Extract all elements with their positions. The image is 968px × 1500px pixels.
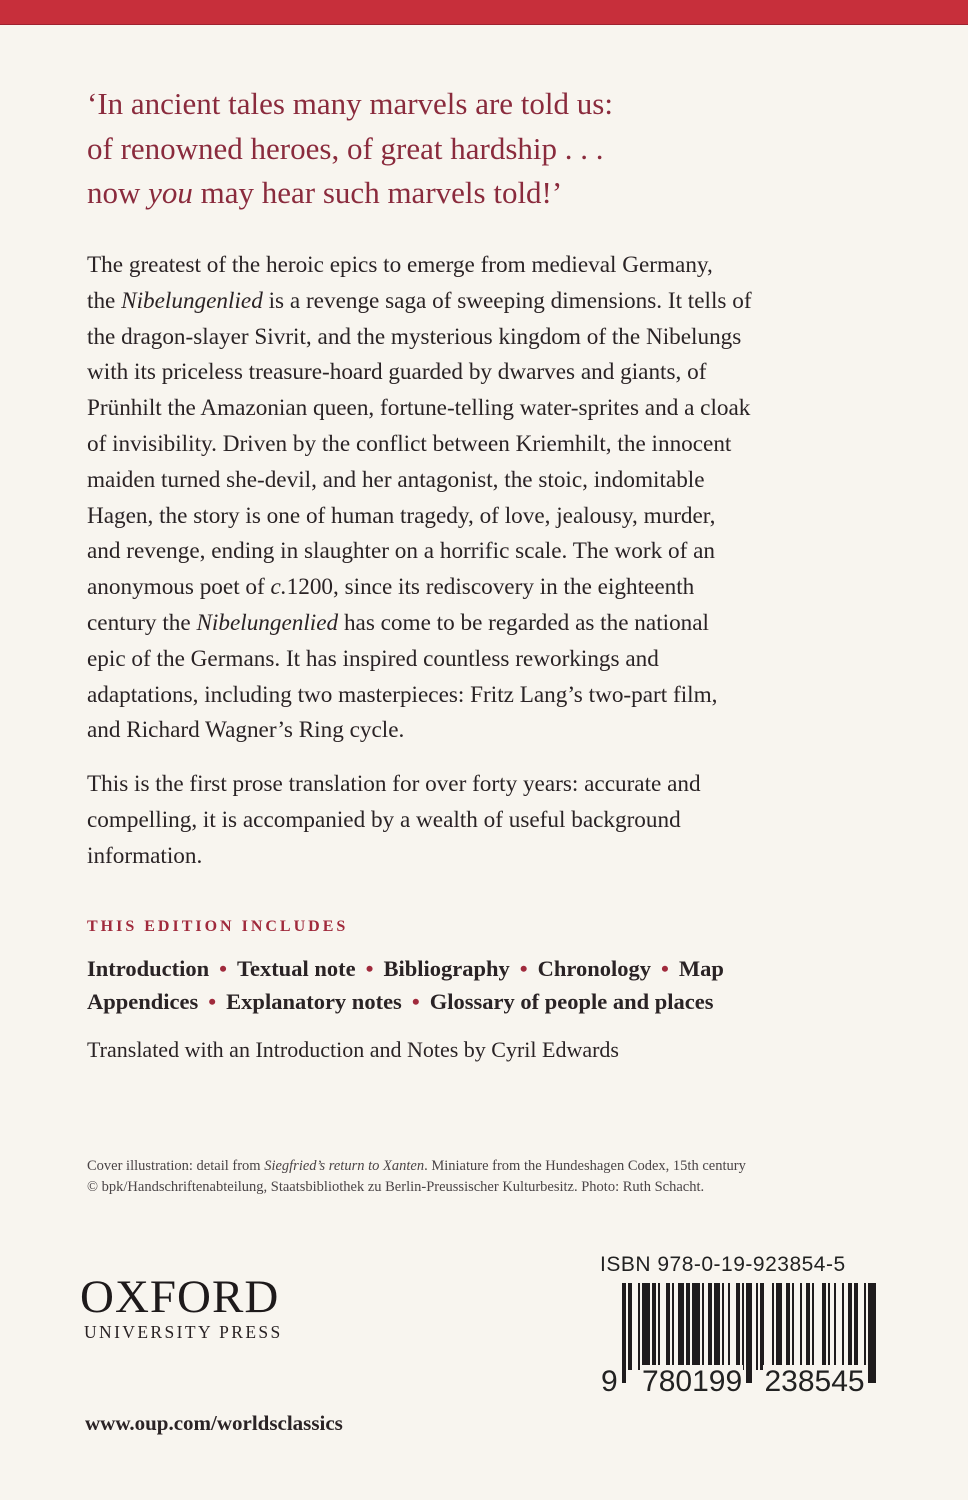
edition-includes-list [87, 952, 724, 1018]
barcode-bar [652, 1283, 656, 1370]
barcode-bar [848, 1283, 852, 1370]
text-line [87, 284, 947, 320]
text-segment: compelling, it is accompanied by a wealth of useful background [87, 806, 681, 833]
bullet-icon: • [661, 956, 669, 981]
text-line [87, 248, 947, 284]
text-segment: may hear such marvels told!’ [192, 175, 563, 210]
text-segment: century the [87, 609, 197, 636]
text-segment: information. [87, 842, 203, 869]
text-segment: The greatest of the heroic epics to emerge from medieval Germany, [87, 252, 713, 278]
barcode-bar [864, 1283, 866, 1370]
text-segment: Hagen, the story is one of human tragedy, of love, jealousy, murder, [87, 502, 716, 529]
publisher-url: www.oup.com/worldsclassics [85, 1411, 343, 1435]
ean-digits [600, 1365, 866, 1399]
barcode-bar [742, 1283, 744, 1370]
barcode-bar [786, 1283, 790, 1370]
barcode-bar [692, 1283, 700, 1370]
barcode-bar [628, 1283, 632, 1370]
text-line [87, 320, 947, 356]
includes-row [87, 952, 724, 985]
text-segment: This is the first prose translation for over forty years: accurate and [87, 771, 701, 797]
text-segment: of invisibility. Driven by the conflict between Kriemhilt, the innocent [87, 430, 732, 457]
text-segment: adaptations, including two masterpieces: Fritz Lang’s two-part film, [87, 681, 718, 708]
text-line [87, 127, 613, 172]
text-segment: has come to be regarded as the national [338, 609, 709, 636]
includes-item: Explanatory notes [226, 989, 402, 1014]
description-paragraph [87, 248, 947, 749]
text-segment: epic of the Germans. It has inspired countless reworkings and [87, 645, 659, 672]
text-line [87, 391, 947, 427]
includes-item: Textual note [237, 956, 356, 981]
barcode-bar [760, 1283, 764, 1370]
translation-paragraph [87, 767, 701, 874]
text-line [87, 767, 701, 803]
text-segment: of renowned heroes, of great hardship . . . [87, 130, 604, 166]
barcode-bar [702, 1283, 704, 1370]
barcode-bar [638, 1283, 640, 1370]
top-color-band [0, 0, 968, 25]
barcode-bar [736, 1283, 740, 1370]
translator-credit: Translated with an Introduction and Notes by Cyril Edwards [87, 1037, 619, 1062]
text-line [87, 534, 947, 570]
bullet-icon: • [411, 989, 420, 1014]
text-segment: is a revenge saga of sweeping dimensions. It tells of [262, 287, 752, 314]
text-line [87, 570, 947, 606]
text-line [87, 678, 947, 714]
barcode-bar [800, 1283, 802, 1370]
barcode-bar [868, 1283, 876, 1383]
text-segment: with its priceless treasure-hoard guarded by dwarves and giants, of [87, 359, 707, 386]
barcode-bar [666, 1283, 670, 1370]
text-line [87, 606, 947, 642]
publisher-name: OXFORD [80, 1271, 280, 1323]
ean-first-digit: 9 [601, 1365, 618, 1398]
text-segment: . Miniature from the Hundeshagen Codex, 15th century [424, 1158, 746, 1174]
barcode-bar [722, 1283, 724, 1370]
ean-right-group: 238545 [764, 1365, 865, 1398]
barcode-bar [822, 1283, 826, 1370]
epigraph-quote [87, 82, 613, 216]
bullet-icon: • [208, 989, 217, 1014]
text-segment: © bpk/Handschriftenabteilung, Staatsbibliothek zu Berlin-Preussischer Kulturbesitz. Photo: Ruth Schacht. [87, 1179, 705, 1195]
italic-text: you [148, 175, 193, 210]
bullet-icon: • [219, 956, 228, 981]
publisher-subtitle: UNIVERSITY PRESS [84, 1322, 283, 1342]
barcode-bar [828, 1283, 830, 1370]
text-line [87, 642, 947, 678]
barcode-bar [776, 1283, 782, 1370]
italic-text: Nibelungenlied [196, 609, 339, 636]
barcode-bar [772, 1283, 774, 1370]
text-segment: the [87, 287, 122, 314]
text-segment: anonymous poet of [87, 574, 271, 601]
barcode-bar [678, 1283, 684, 1370]
barcode-bar [756, 1283, 758, 1370]
isbn-label: ISBN 978-0-19-923854-5 [600, 1253, 846, 1276]
text-segment: Cover illustration: detail from [87, 1158, 265, 1174]
text-line [87, 1177, 746, 1198]
bullet-icon: • [365, 956, 374, 981]
includes-item: Introduction [87, 956, 210, 981]
text-line [87, 839, 701, 875]
barcode-bar [708, 1283, 712, 1370]
edition-includes-heading: THIS EDITION INCLUDES [87, 918, 349, 935]
text-segment: ‘In ancient tales many marvels are told us: [87, 86, 613, 121]
barcode-bar [642, 1283, 650, 1370]
text-segment: 1200, since its rediscovery in the eighteenth [286, 574, 695, 601]
cover-illustration-credit [87, 1156, 746, 1198]
barcode-bar [714, 1283, 720, 1370]
barcode-bar [792, 1283, 794, 1370]
includes-item: Glossary of people and places [429, 989, 714, 1014]
italic-text: c. [270, 574, 287, 601]
text-line [87, 1156, 746, 1177]
barcode-bar [834, 1283, 836, 1370]
text-segment: the dragon-slayer Sivrit, and the mysterious kingdom of the Nibelungs [87, 323, 742, 350]
includes-row [87, 985, 724, 1018]
text-segment: and revenge, ending in slaughter on a horrific scale. The work of an [87, 538, 715, 565]
text-line [87, 427, 947, 463]
text-line [87, 803, 701, 839]
barcode-bar [812, 1283, 814, 1370]
includes-item: Bibliography [383, 956, 510, 981]
italic-text: Nibelungenlied [121, 287, 263, 314]
barcode-bar [806, 1283, 810, 1370]
barcode-bar [672, 1283, 674, 1370]
text-segment: maiden turned she-devil, and her antagonist, the stoic, indomitable [87, 466, 705, 493]
text-segment: and Richard Wagner’s Ring cycle. [87, 717, 405, 744]
text-line [87, 355, 947, 391]
includes-item: Map [678, 956, 724, 981]
text-line [87, 713, 947, 749]
bullet-icon: • [519, 956, 528, 981]
barcode-bar [686, 1283, 690, 1370]
barcode-bar [728, 1283, 730, 1370]
ean-left-group: 780199 [642, 1365, 743, 1398]
italic-text: Siegfried’s return to Xanten [264, 1158, 425, 1174]
includes-item: Chronology [537, 956, 652, 981]
oxford-logo [80, 1272, 283, 1343]
text-segment: Prünhilt the Amazonian queen, fortune-telling water-sprites and a cloak [87, 395, 751, 422]
text-line [87, 171, 613, 216]
barcode-bar [854, 1283, 858, 1370]
barcode-bar [842, 1283, 844, 1370]
includes-item: Appendices [87, 989, 199, 1014]
barcode-bar [658, 1283, 660, 1370]
text-segment: now [87, 175, 149, 210]
text-line [87, 499, 947, 535]
text-line [87, 463, 947, 499]
text-line [87, 82, 613, 127]
